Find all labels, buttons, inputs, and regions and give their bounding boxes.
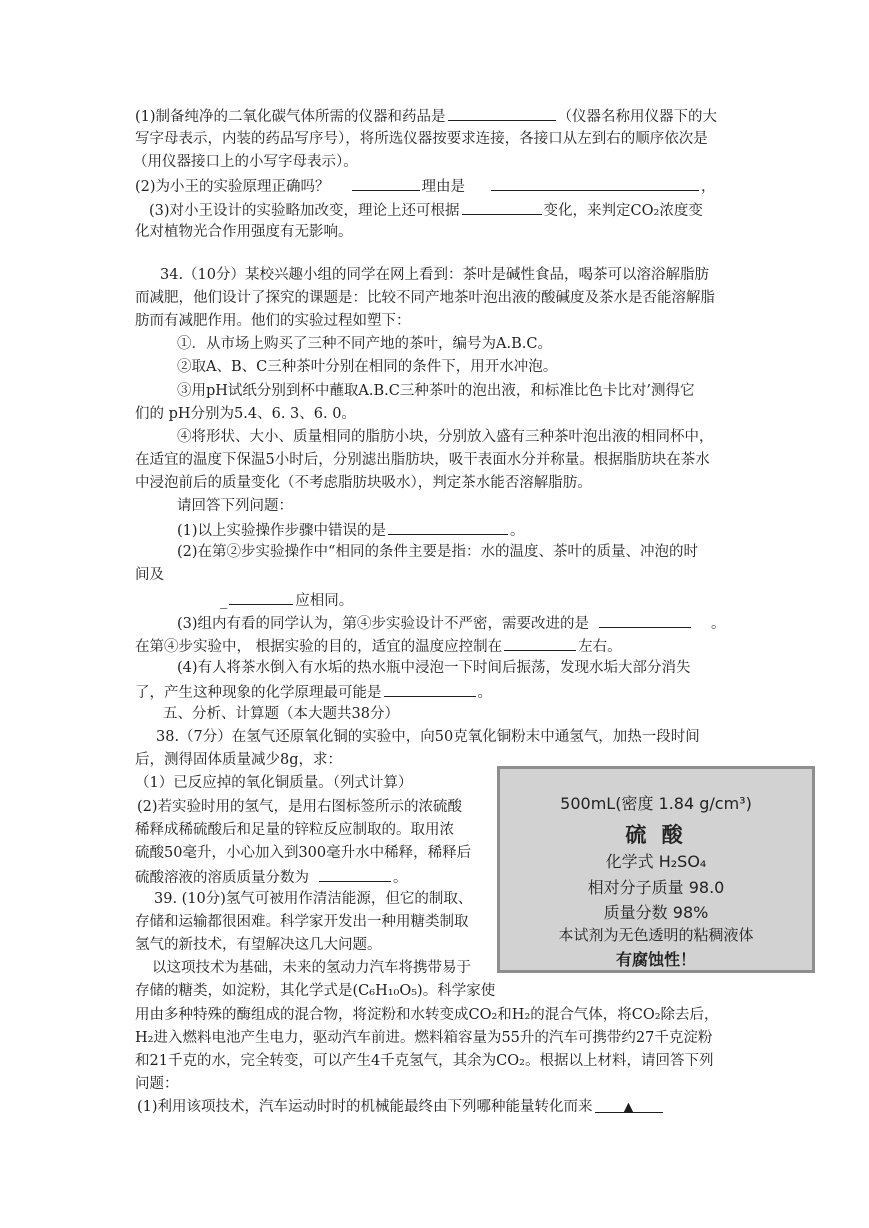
q34-answer1 [177, 518, 525, 542]
q34-text: 了，产生这种现象的化学原理最可能是 [135, 685, 382, 701]
q33-text: 理由是 [421, 179, 466, 195]
q38-line3: （1）已反应掉的氧化铜质量。（列式计算） [135, 775, 413, 791]
q34-text: 应相同。 [295, 593, 354, 609]
q34-intro-line1: 34.（10分）某校兴趣小组的同学在网上看到：茶叶是碱性食品，喝茶可以溶浴解脂肪 [160, 267, 710, 283]
q39-text: (1)利用该项技术，汽车运动时时的机械能最终由下列哪种能量转化而来 [137, 1099, 593, 1115]
label-warning: 有腐蚀性！ [615, 950, 696, 969]
answer-blank[interactable] [448, 104, 556, 121]
q34-intro-line2: 而减肥，他们设计了探究的课题是：比较不同产地茶叶泡出液的酸碱度及茶水是否能溶解脂 [135, 290, 715, 306]
q39-line5: 存储的糖类，如淀粉，其化学式是(C₆H₁₀O₅)。科学家使 [135, 983, 496, 999]
q39-line2: 存储和运输都很困难。科学家开发出一种用糖类制取 [135, 914, 469, 930]
q38-line7 [135, 865, 408, 889]
q33-part1-line3: （用仪器接口上的小写字母表示）。 [133, 154, 358, 170]
q34-answer4-line2 [135, 680, 492, 704]
answer-blank[interactable] [504, 634, 576, 651]
q34-answer4-line1: (4)有人将茶水倒入有水垢的热水瓶中浸泡一下时间后振荡，发现水垢大部分消失 [177, 660, 691, 676]
triangle-marker-icon: ▲ [623, 1100, 634, 1115]
label-description: 本试剂为无色透明的粘稠液体 [558, 926, 754, 944]
q39-line10 [137, 1096, 665, 1118]
q39-line1: 39. (10分)氢气可被用作清洁能源，但它的制取、 [154, 891, 473, 907]
q39-line9: 问题： [135, 1076, 179, 1092]
answer-blank[interactable] [229, 588, 293, 605]
q34-text: 。 [477, 685, 492, 701]
label-mass-fraction: 质量分数 98% [603, 903, 709, 922]
q34-step3-line1: ③用pH试纸分别到杯中蘸取A.B.C三种茶叶的泡出液，和标准比色卡比对’测得它 [177, 383, 695, 399]
answer-blank[interactable] [352, 174, 420, 191]
q34-text: _ [220, 593, 228, 609]
q33-text: (3)对小王设计的实验略加改变，理论上还可根据 [149, 203, 460, 219]
q33-part1-line1 [135, 104, 717, 128]
q34-text: (3)组内有看的同学认为，第④步实验设计不严密，需要改进的是 [177, 616, 590, 632]
answer-blank[interactable] [319, 865, 391, 882]
q39-line7: H₂进入燃料电池产生电力，驱动汽车前进。燃料箱容量为55升的汽车可携带约27千克淀粉 [135, 1030, 713, 1046]
answer-blank[interactable] [384, 680, 476, 697]
q33-text: （仪器名称用仪器下的大 [557, 109, 718, 125]
q38-line5: 稀释成稀硫酸后和足量的锌粒反应制取的。取用浓 [135, 822, 454, 838]
answer-blank[interactable] [491, 174, 699, 191]
q39-line3: 氢气的新技术，有望解决这几大问题。 [135, 937, 382, 953]
q34-answer2-line2: 间及 [135, 567, 164, 583]
label-molecular-mass: 相对分子质量 98.0 [587, 878, 725, 897]
q34-ask: 请回答下列问题： [177, 498, 293, 514]
answer-blank[interactable] [462, 198, 542, 215]
q34-answer2-line1: (2)在第②步实验操作中“相同的条件主要是指：水的温度、茶叶的质量、冲泡的时 [177, 544, 698, 560]
q34-answer3-line2 [135, 634, 622, 658]
q38-line4: (2)若实验时用的氢气，是用右图标签所示的浓硫酸 [137, 799, 463, 815]
q34-step3-line2: 们的 pH分别为5.4、6. 3、6. 0。 [135, 406, 356, 422]
q38-text: 。 [393, 870, 408, 886]
q34-step4-line2: 在适宜的温度下保温5小时后，分别滤出脂肪块，吸干表面水分并称量。根据脂肪块在茶水 [135, 452, 710, 468]
q34-step1: ①．从市场上购买了三种不同产地的茶叶，编号为A.B.C。 [177, 336, 552, 352]
q33-part1-line2: 写字母表示，内装的药品写序号），将所选仪器按要求连接，各接口从左到右的顺序依次是 [135, 131, 708, 147]
q34-text: (1)以上实验操作步骤中错误的是 [177, 523, 387, 539]
label-reagent-name: 硫 酸 [625, 823, 687, 847]
q33-text: 变化，来判定CO₂浓度变 [543, 203, 703, 219]
q38-line2: 后，测得固体质量减少8g，求： [135, 752, 343, 768]
label-formula: 化学式 H₂SO₄ [605, 852, 707, 871]
sulfuric-acid-label [497, 766, 815, 973]
answer-blank[interactable] [599, 611, 691, 628]
answer-blank[interactable] [388, 518, 508, 535]
q34-step4-line3: 中浸泡前后的质量变化（不考虑脂肪块吸水），判定茶水能否溶解脂肪。 [135, 475, 592, 491]
q34-answer3-line1 [177, 611, 726, 635]
label-volume-density: 500mL(密度 1.84 g/cm³) [560, 794, 752, 813]
q34-intro-line3: 肪而有减肥作用。他们的实验过程如塑下： [135, 313, 411, 329]
q38-line1: 38.（7分）在氢气还原氧化铜的实验中，向50克氧化铜粉末中通氢气，加热一段时间 [156, 729, 700, 745]
q33-text: (1)制备纯净的二氧化碳气体所需的仪器和药品是 [135, 109, 446, 125]
q34-text: 左右。 [578, 639, 622, 655]
q34-step2: ②取A、B、C三种茶叶分别在相同的条件下，用开水冲泡。 [177, 359, 558, 375]
q39-line4: 以这项技术为基础，未来的氢动力汽车将携带易于 [152, 960, 471, 976]
q38-text: 硫酸溶液的溶质质量分数为 [135, 870, 309, 886]
q33-part2 [135, 174, 716, 198]
q34-text: 在第④步实验中， 根据实验的目的，适宜的温度应控制在 [135, 639, 503, 655]
q33-text: ， [701, 179, 716, 195]
q34-step4-line1: ④将形状、大小、质量相同的脂肪小块，分别放入盛有三种茶叶泡出液的相同杯中， [177, 429, 714, 445]
q33-text: (2)为小王的实验原理正确吗？ [135, 179, 330, 195]
section-five-heading: 五、分析、计算题（本大题共38分） [163, 706, 399, 722]
q38-line6: 硫酸50毫升，小心加入到300毫升水中稀释，稀释后 [135, 845, 472, 861]
answer-blank[interactable] [595, 1096, 663, 1113]
q34-answer2-line3 [220, 588, 353, 612]
q34-text: 。 [510, 523, 525, 539]
q33-part3-line2: 化对植物光合作用强度有无影响。 [135, 224, 353, 240]
q39-line8: 和21千克的水，完全转变，可以产生4千克氢气，其余为CO₂。根据以上材料，请回答下列 [135, 1053, 714, 1069]
q34-text: 。 [711, 616, 726, 632]
q33-part3-line1 [149, 198, 703, 222]
q39-line6: 用由多种特殊的酶组成的混合物，将淀粉和水转变成CO₂和H₂的混合气体，将CO₂除去后， [135, 1007, 719, 1023]
